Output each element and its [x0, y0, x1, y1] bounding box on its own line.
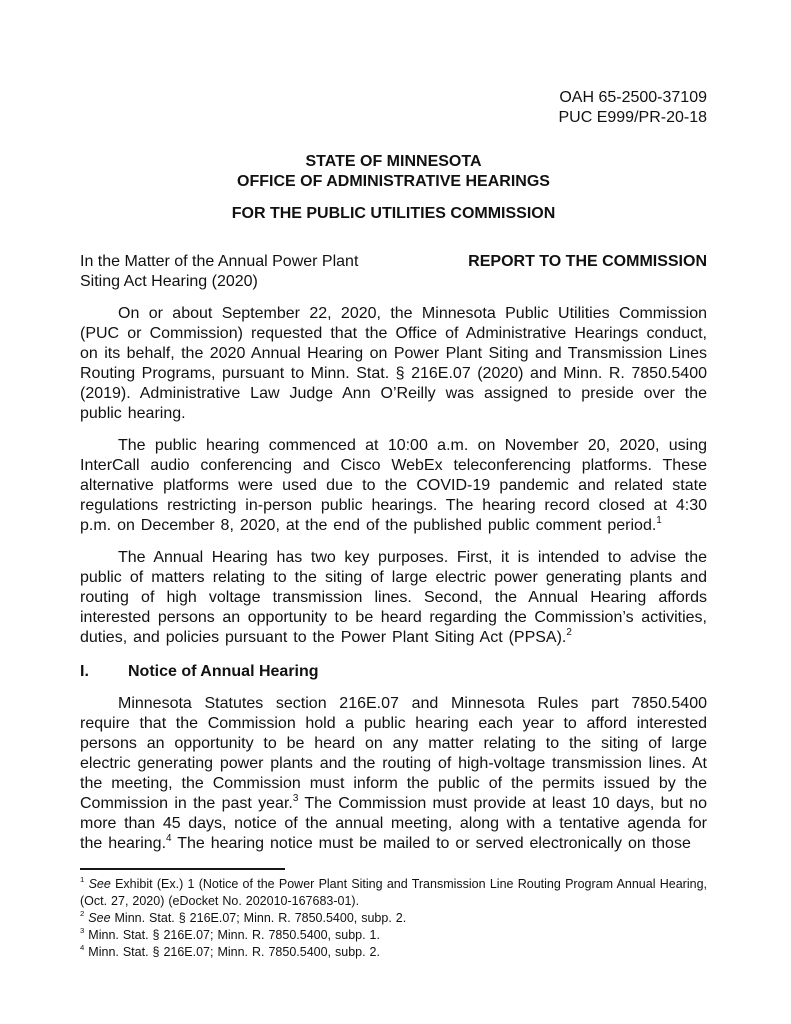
case-matter-title: In the Matter of the Annual Power Plant Siting Act Hearing (2020)	[80, 253, 359, 290]
footnote-separator	[80, 868, 285, 870]
text-run: On or about September 22, 2020, the Minnesota Public Utilities Commission (PUC or Commission) requested that the Office of Administrative Hearings conduct, on its behalf, the 2020 Annual Hearing on Power Plant Siting and Transmission Lines Routing Programs, pursuant to Minn. Stat. § 216E.07 (2020) and Minn. R. 7850.5400 (2019). Administrative Law Judge Ann O’Reilly was assigned to preside over the public hearing.	[80, 305, 707, 422]
body-paragraph-2	[80, 436, 707, 536]
footnote-marker: 4	[80, 943, 85, 953]
footnote-reference: 3	[292, 792, 299, 804]
text-run: Exhibit (Ex.) 1 (Notice of the Power Plant Siting and Transmission Line Routing Program Annual Hearing, (Oct. 27, 2020) (eDocket No. 202010-167683-01).	[80, 877, 707, 908]
court-header-office: OFFICE OF ADMINISTRATIVE HEARINGS	[237, 173, 550, 190]
footnote	[80, 910, 707, 927]
body-paragraph-1	[80, 304, 707, 424]
footnote-marker: 2	[80, 909, 85, 919]
document-title: REPORT TO THE COMMISSION	[468, 253, 707, 270]
docket-numbers	[80, 88, 707, 128]
footnote-reference: 4	[166, 832, 172, 844]
body-paragraph-3	[80, 548, 707, 648]
docket-line-oah: OAH 65-2500-37109	[559, 89, 707, 106]
court-header-state: STATE OF MINNESOTA	[305, 153, 482, 170]
case-caption	[80, 252, 707, 292]
footnote-marker: 1	[80, 875, 85, 885]
text-run: See	[88, 911, 111, 925]
footnote-marker: 3	[80, 926, 85, 936]
court-header-commission: FOR THE PUBLIC UTILITIES COMMISSION	[231, 205, 556, 222]
footnote-reference: 2	[566, 626, 572, 638]
text-run: Minn. Stat. § 216E.07; Minn. R. 7850.5400, subp. 2.	[88, 945, 380, 959]
text-run: The Annual Hearing has two key purposes. First, it is intended to advise the public of matters relating to the siting of large electric power generating plants and routing of high voltage transmission lines. Second, the Annual Hearing affords interested persons an opportunity to be heard regarding the Commission’s activities, duties, and policies pursuant to the Power Plant Siting Act (PPSA).	[80, 549, 707, 646]
section-number: I.	[80, 663, 89, 680]
footnotes	[80, 876, 707, 961]
text-run: Minn. Stat. § 216E.07; Minn. R. 7850.5400, subp. 2.	[110, 911, 407, 925]
docket-line-puc: PUC E999/PR-20-18	[558, 109, 707, 126]
footnote	[80, 876, 707, 910]
footnote-reference: 1	[656, 514, 662, 526]
text-run: The public hearing commenced at 10:00 a.m. on November 20, 2020, using InterCall audio conferencing and Cisco WebEx teleconferencing platforms. These alternative platforms were used due to the COVID-19 pandemic and related state regulations restricting in-person public hearings. The hearing record closed at 4:30 p.m. on December 8, 2020, at the end of the published public comment period.	[80, 437, 707, 534]
footnote	[80, 944, 707, 961]
text-run: Minnesota Statutes section 216E.07 and Minnesota Rules part 7850.5400 require that the Commission hold a public hearing each year to afford interested persons an opportunity to be heard on any matter relating to the siting of large electric generating power plants and the routing of high-voltage transmission lines. At the meeting, the Commission must inform the public of the permits issued by the Commission in the past year.	[80, 695, 707, 812]
text-run: See	[88, 877, 111, 891]
document-body	[80, 304, 707, 854]
text-run: Minn. Stat. § 216E.07; Minn. R. 7850.5400, subp. 1.	[88, 928, 380, 942]
text-run: The hearing notice must be mailed to or served electronically on those	[171, 835, 691, 852]
court-header	[80, 152, 707, 224]
text-run: The Commission must provide at least 10 days, but no more than 45 days, notice of the annual meeting, along with a tentative agenda for the hearing.	[80, 795, 708, 852]
section-heading	[80, 662, 707, 682]
section-title: Notice of Annual Hearing	[128, 663, 319, 680]
body-paragraph-4	[80, 694, 707, 854]
footnote	[80, 927, 707, 944]
